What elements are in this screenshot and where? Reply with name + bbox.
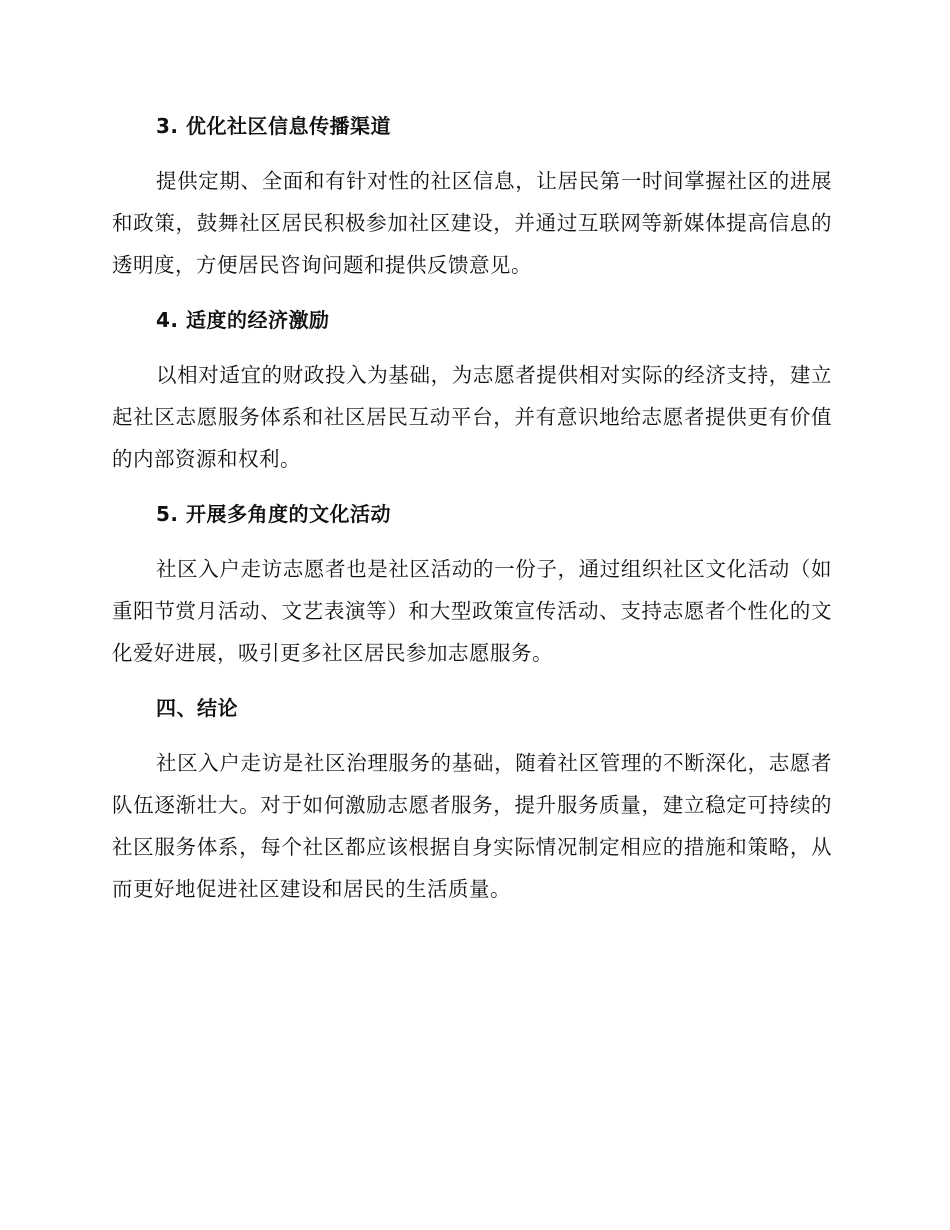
section-body-4: 以相对适宜的财政投入为基础，为志愿者提供相对实际的经济支持，建立起社区志愿服务体系和社区居民互动平台，并有意识地给志愿者提供更有价值的内部资源和权利。 — [112, 363, 832, 471]
section-heading-3: 3. 优化社区信息传播渠道 — [156, 114, 391, 138]
conclusion-body: 社区入户走访是社区治理服务的基础，随着社区管理的不断深化，志愿者队伍逐渐壮大。对于如何激励志愿者服务，提升服务质量，建立稳定可持续的社区服务体系，每个社区都应该根据自身实际情况制定相应的措施和策略，从而更好地促进社区建设和居民的生活质量。 — [112, 751, 832, 901]
document-page — [112, 106, 832, 924]
conclusion-heading: 四、结论 — [156, 696, 238, 720]
section-body-3: 提供定期、全面和有针对性的社区信息，让居民第一时间掌握社区的进展和政策，鼓舞社区居民积极参加社区建设，并通过互联网等新媒体提高信息的透明度，方便居民咨询问题和提供反馈意见。 — [112, 169, 832, 277]
section-heading-5: 5. 开展多角度的文化活动 — [156, 502, 391, 526]
section-heading-4: 4. 适度的经济激励 — [156, 308, 330, 332]
section-body-5: 社区入户走访志愿者也是社区活动的一份子，通过组织社区文化活动（如重阳节赏月活动、文艺表演等）和大型政策宣传活动、支持志愿者个性化的文化爱好进展，吸引更多社区居民参加志愿服务。 — [112, 557, 832, 665]
